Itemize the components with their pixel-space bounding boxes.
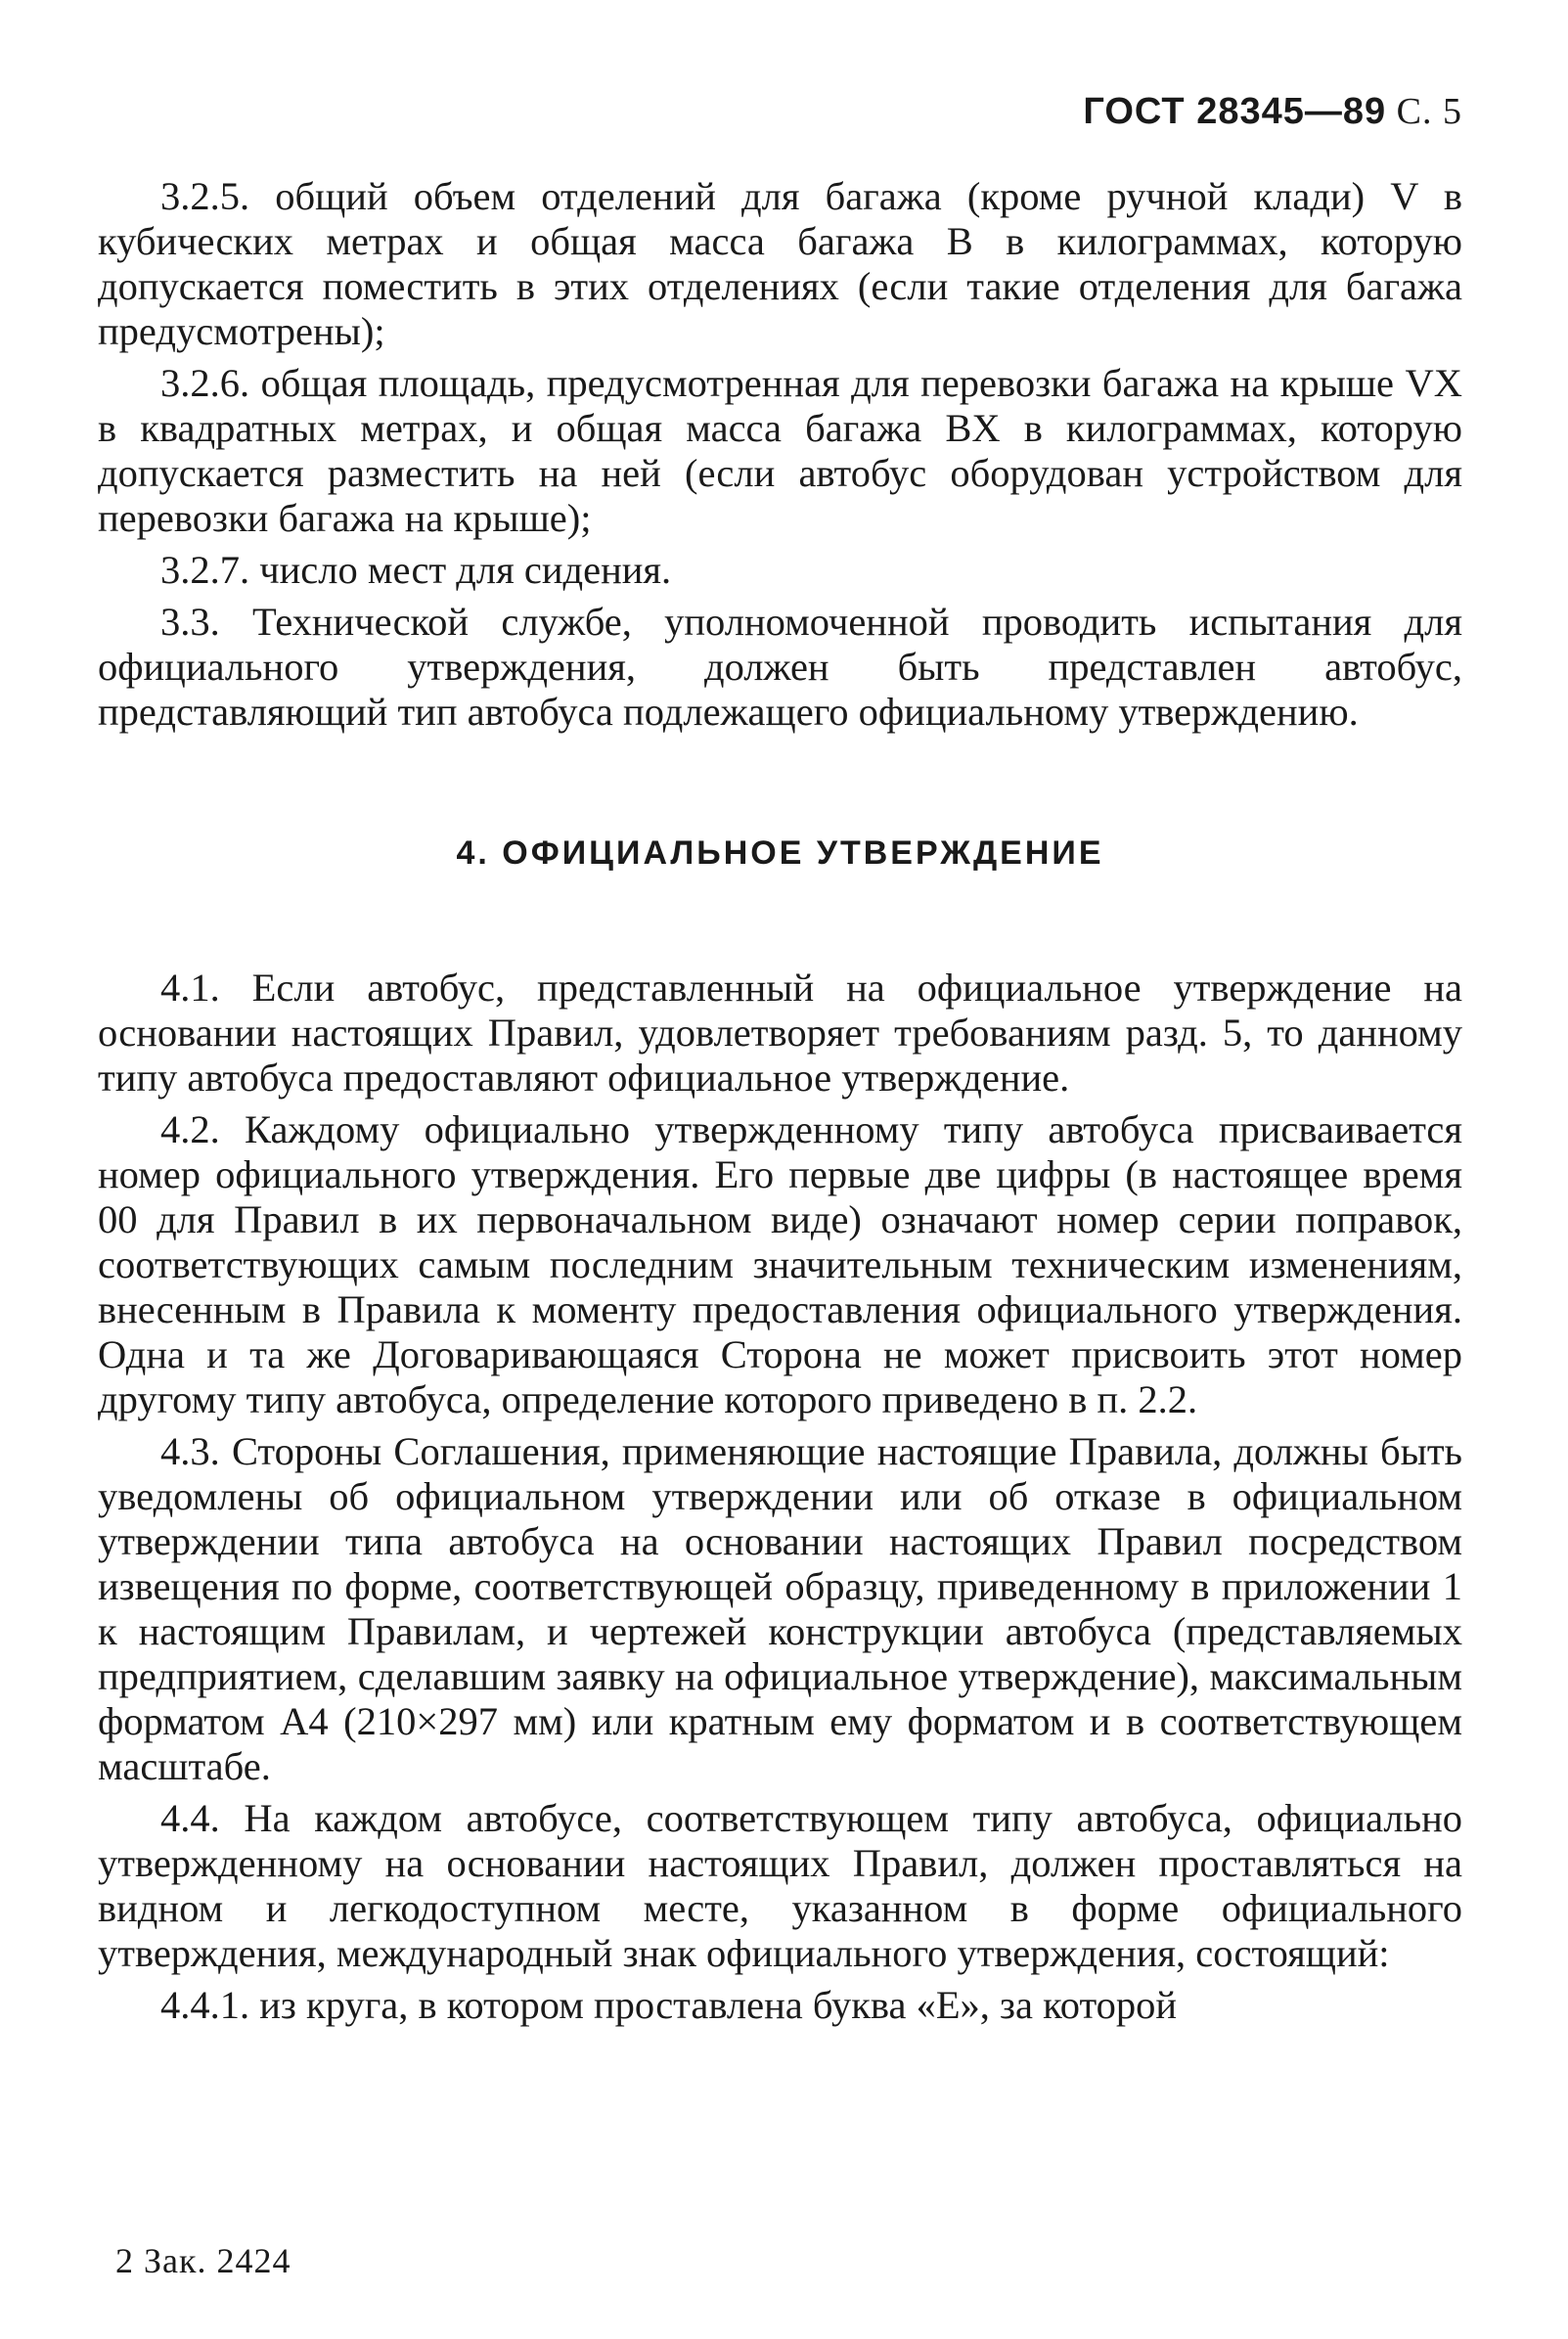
gost-number: ГОСТ 28345—89 [1083,91,1387,132]
paragraph-4-4-1: 4.4.1. из круга, в котором проставлена буква «Е», за которой [160,1983,1178,2027]
paragraph-4-4: 4.4. На каждом автобусе, соответствующем типу автобуса, официально утвержденному на основании настоящих Правил, должен проставляться на видном и легкодоступном месте, указанном в форме официального утверждения, международный знак официального утверждения, состоящий: [98,1796,1462,1975]
page-header [1083,90,1462,133]
page-number: С. 5 [1396,91,1462,132]
section-title: 4. ОФИЦИАЛЬНОЕ УТВЕРЖДЕНИЕ [456,834,1104,872]
paragraph-3-2-6: 3.2.6. общая площадь, предусмотренная для перевозки багажа на крыше VX в квадратных метрах, и общая масса багажа BX в килограммах, которую допускается разместить на ней (если автобус оборудован устройством для перевозки багажа на крыше); [98,361,1462,540]
paragraph-3-2-5: 3.2.5. общий объем отделений для багажа (кроме ручной клади) V в кубических метрах и общая масса багажа B в килограммах, которую допускается поместить в этих отделениях (если такие отделения для багажа предусмотрены); [98,174,1462,353]
paragraph-3-3: 3.3. Технической службе, уполномоченной проводить испытания для официального утверждения, должен быть представлен автобус, представляющий тип автобуса подлежащего официальному утверждению. [98,600,1462,734]
paragraph-3-2-7: 3.2.7. число мест для сидения. [160,548,672,592]
paragraph-4-2: 4.2. Каждому официально утвержденному типу автобуса присваивается номер официального утверждения. Его первые две цифры (в настоящее время 00 для Правил в их первоначальном виде) означают номер серии поправок, соответствующих самым последним значительным техническим изменениям, внесенным в Правила к моменту предоставления официального утверждения. Одна и та же Договаривающаяся Сторона не может присвоить этот номер другому типу автобуса, определение которого приведено в п. 2.2. [98,1107,1462,1421]
page-footer: 2 Зак. 2424 [115,2241,291,2280]
paragraph-4-3: 4.3. Стороны Соглашения, применяющие настоящие Правила, должны быть уведомлены об официальном утверждении или об отказе в официальном утверждении типа автобуса на основании настоящих Правил посредством извещения по форме, соответствующей образцу, приведенному в приложении 1 к настоящим Правилам, и чертежей конструкции автобуса (представляемых предприятием, сделавшим заявку на официальное утверждение), максимальным форматом А4 (210×297 мм) или кратным ему форматом и в соответствующем масштабе. [98,1429,1462,1788]
document-body [98,174,1462,2035]
paragraph-4-1: 4.1. Если автобус, представленный на официальное утверждение на основании настоящих Правил, удовлетворяет требованиям разд. 5, то данному типу автобуса предоставляют официальное утверждение. [98,966,1462,1100]
